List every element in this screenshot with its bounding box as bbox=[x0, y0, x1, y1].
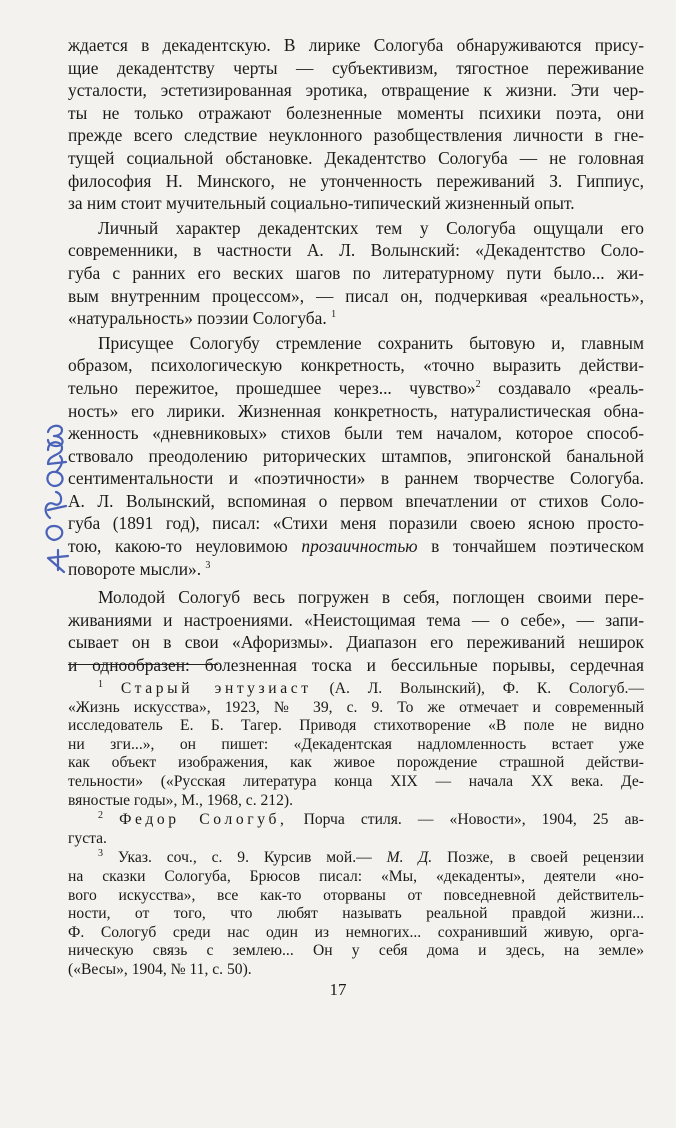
text-fragment: Порча стиля. — «Новости», 1904, 25 ав- bbox=[303, 811, 644, 829]
text-line: образом, психологическую конкретность, «точно выразить действи- bbox=[68, 355, 644, 376]
text-fragment: (А. Л. Волынский), Ф. К. Сологуб.— bbox=[329, 680, 644, 697]
text-line: А. Л. Волынский, вспоминая о первом впечатлении от стихов Соло- bbox=[68, 490, 644, 511]
text-line bbox=[68, 849, 644, 868]
spaced-author: Федор Сологуб, bbox=[119, 811, 288, 829]
text-line: ность» его лирики. Жизненная конкретность, натуралистическая обна- bbox=[68, 400, 644, 421]
paragraph-2 bbox=[68, 217, 644, 330]
text-line: ническую связь с землею... Он у себя дома и здесь, на земле» bbox=[68, 942, 644, 960]
text-line: вяностые годы», М., 1968, с. 212). bbox=[68, 791, 293, 809]
footnote-separator bbox=[68, 664, 218, 665]
text-line: и однообразен: болезненная тоска и бессильные порывы, сердечная bbox=[68, 655, 644, 676]
text-fragment: создавало «реаль- bbox=[498, 377, 644, 398]
text-line: прежде всего следствие неуклонного разобществления личности в гне- bbox=[68, 125, 644, 146]
text-line: губа с ранних его веских шагов по литературному пути было... жи- bbox=[68, 262, 644, 283]
text-line: на сказки Сологуба, Брюсов писал: «Мы, «декаденты», деятели «но- bbox=[68, 867, 644, 885]
italic-emphasis: прозаичностью bbox=[301, 536, 418, 557]
text-line: густа. bbox=[68, 829, 107, 847]
text-line bbox=[68, 811, 644, 830]
footnote-ref-3[interactable]: 3 bbox=[205, 559, 211, 571]
text-line: сентиментальности и «поэтичности» в раннем творчестве Сологуба. bbox=[68, 468, 644, 489]
text-line: ты не только отражают болезненные моменты психики поэта, они bbox=[68, 102, 644, 123]
footnote-number: 1 bbox=[98, 678, 103, 690]
text-line: за ним стоит мучительный социально-типический жизненный опыт. bbox=[68, 193, 575, 214]
footnote-3 bbox=[68, 849, 644, 979]
text-line bbox=[68, 680, 644, 699]
footnote-number: 2 bbox=[98, 809, 103, 821]
text-line: Ф. Сологуб среди нас один из немногих... сохранивший живую, орга- bbox=[68, 923, 644, 941]
text-line: ждается в декадентскую. В лирике Сологуба обнаруживаются прису- bbox=[68, 35, 644, 55]
text-line: как объект изображения, как живое порождение страшной действи- bbox=[68, 754, 644, 772]
text-line: Молодой Сологуб весь погружен в себя, поглощен своими пере- bbox=[98, 587, 644, 608]
text-line: щие декадентству черты — субъективизм, тягостное переживание bbox=[68, 57, 644, 78]
footnote-2 bbox=[68, 811, 644, 848]
text-line bbox=[68, 535, 644, 558]
footnote-ref-1[interactable]: 1 bbox=[331, 309, 337, 321]
text-line: живаниями и настроениями. «Неистощимая тема — о себе», — запи- bbox=[68, 609, 644, 630]
footnote-ref-2[interactable]: 2 bbox=[475, 379, 481, 391]
text-fragment: в тончайшем поэтическом bbox=[431, 536, 644, 557]
text-line: исследователь Е. Б. Тагер. Приводя стихотворение «В поле не видно bbox=[68, 717, 644, 735]
text-line: («Весы», 1904, № 11, с. 50). bbox=[68, 960, 252, 978]
text-line bbox=[68, 307, 644, 330]
text-line bbox=[68, 558, 644, 581]
text-line: философия Н. Минского, не утонченность переживаний З. Гиппиус, bbox=[68, 170, 644, 191]
footnote-1 bbox=[68, 680, 644, 810]
text-fragment: «натуральность» поэзии Сологуба. bbox=[68, 308, 327, 329]
text-fragment: Позже, в своей рецензии bbox=[447, 849, 645, 867]
text-line: сывает он в свои «Афоризмы». Диапазон его переживаний неширок bbox=[68, 632, 644, 653]
text-line: Личный характер декадентских тем у Сологуба ощущали его bbox=[98, 217, 644, 238]
text-line: ствовало преодолению риторических штампов, эпигонской банальной bbox=[68, 445, 644, 466]
main-text bbox=[68, 34, 644, 677]
spaced-author: Старый энтузиаст bbox=[120, 680, 312, 697]
text-fragment: Указ. соч., с. 9. Курсив мой.— bbox=[117, 849, 372, 867]
text-line: женность «дневниковых» стихов были тем началом, которое способ- bbox=[68, 423, 644, 444]
text-line: губа (1891 год), писал: «Стихи меня поразили своею ясною просто- bbox=[68, 513, 644, 534]
italic-initials: М. Д. bbox=[386, 849, 433, 867]
text-line bbox=[68, 377, 644, 400]
text-line: «Жизнь искусства», 1923, № 39, с. 9. То же отмечает и современный bbox=[68, 698, 644, 716]
text-fragment: тою, какою-то неуловимою bbox=[68, 536, 288, 557]
text-fragment: повороте мысли». bbox=[68, 558, 202, 579]
footnote-number: 3 bbox=[98, 848, 103, 860]
text-line: ни зги...», он пишет: «Декадентская надломленность встает уже bbox=[68, 735, 644, 753]
text-line: Присущее Сологубу стремление сохранить бытовую и, главным bbox=[98, 332, 644, 353]
text-fragment: тельно пережитое, прошедшее через... чувство» bbox=[68, 377, 476, 398]
paragraph-1 bbox=[68, 34, 644, 215]
text-line: усталости, эстетизированная эротика, отвращение к жизни. Эти чер- bbox=[68, 80, 644, 101]
paragraph-3 bbox=[68, 332, 644, 581]
text-line: тельности» («Русская литература конца XIX — начала XX века. Де- bbox=[68, 772, 644, 790]
text-line: вого искусства», все как-то оторваны от повседневной действитель- bbox=[68, 886, 644, 904]
text-line: тущей социальной обстановке. Декадентство Сологуба — не головная bbox=[68, 147, 644, 168]
text-line: ности, от того, что любят называть реальной правдой жизни... bbox=[68, 905, 644, 923]
page-number: 17 bbox=[329, 980, 347, 999]
text-line: вым внутренним процессом», — писал он, подчеркивая «реальность», bbox=[68, 285, 644, 306]
footnotes bbox=[68, 680, 644, 980]
text-line: современники, в частности А. Л. Волынский: «Декадентство Соло- bbox=[68, 240, 644, 261]
